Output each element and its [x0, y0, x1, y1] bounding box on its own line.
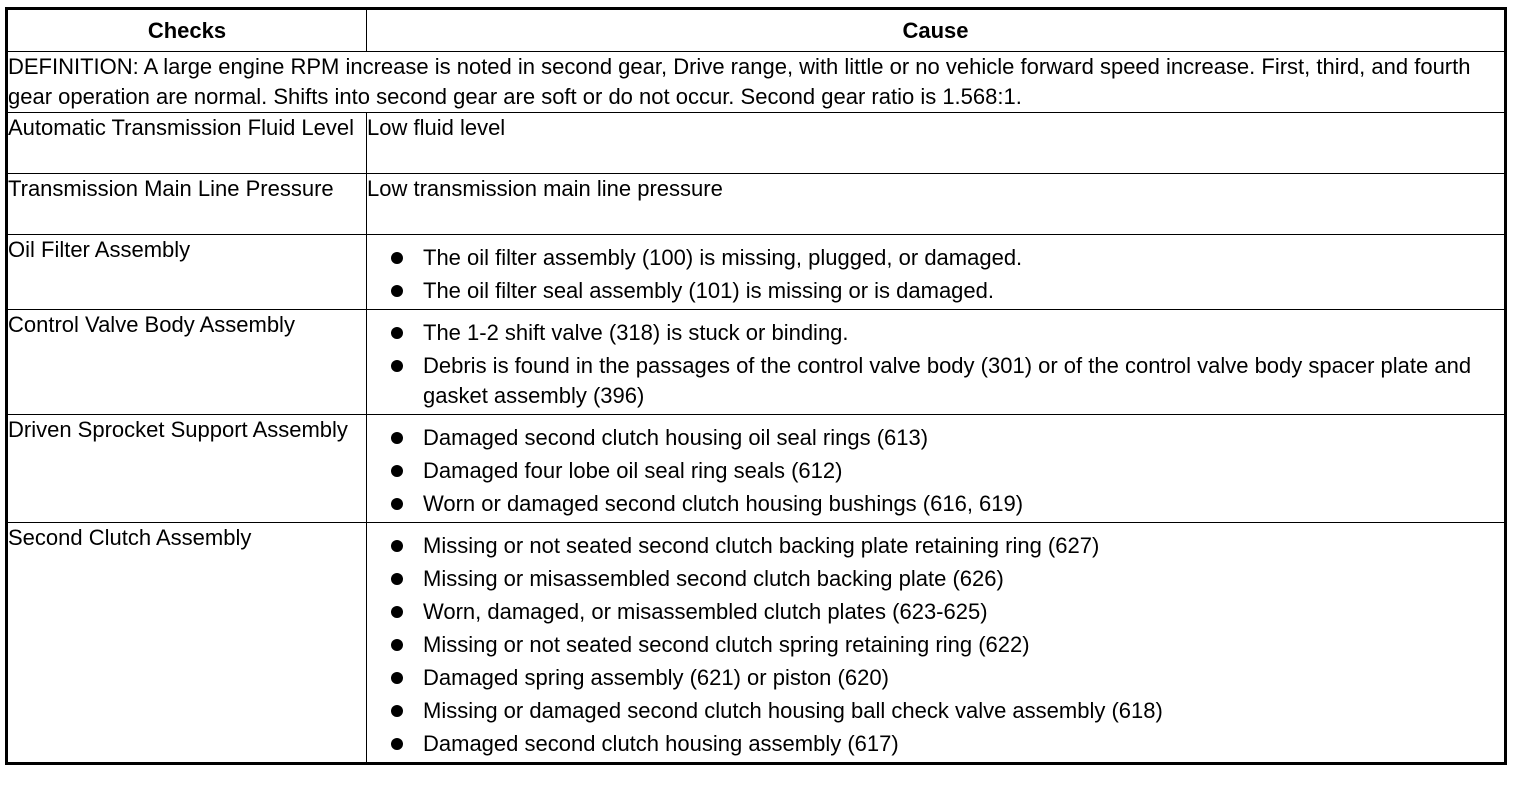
list-item: [383, 696, 1474, 726]
cause-text: Worn, damaged, or misassembled clutch plates (623-625): [423, 599, 988, 624]
list-item: [383, 351, 1474, 411]
check-cell: Second Clutch Assembly: [7, 523, 367, 764]
bullet-icon: [391, 639, 403, 651]
cause-list: [383, 318, 1474, 411]
table-row: [7, 523, 1506, 764]
bullet-icon: [391, 606, 403, 618]
definition-row: [7, 52, 1506, 113]
list-item: [383, 630, 1474, 660]
definition-text: DEFINITION: A large engine RPM increase is noted in second gear, Drive range, with little or no vehicle forward speed increase. First, third, and fourth gear operation are normal. Shifts into second gear are soft or do not occur. Second gear ratio is 1.568:1.: [7, 52, 1506, 113]
cause-text: Debris is found in the passages of the control valve body (301) or of the control valve body spacer plate and gasket assembly (396): [423, 353, 1472, 408]
cause-text: Worn or damaged second clutch housing bushings (616, 619): [423, 491, 1024, 516]
table-row: [7, 310, 1506, 415]
cause-text: Missing or not seated second clutch backing plate retaining ring (627): [423, 533, 1100, 558]
cause-cell: [367, 310, 1506, 415]
bullet-icon: [391, 672, 403, 684]
check-cell: Driven Sprocket Support Assembly: [7, 415, 367, 523]
bullet-icon: [391, 705, 403, 717]
bullet-icon: [391, 360, 403, 372]
check-cell: Control Valve Body Assembly: [7, 310, 367, 415]
check-cell: Automatic Transmission Fluid Level: [7, 113, 367, 174]
list-item: [383, 597, 1474, 627]
table-row: [7, 415, 1506, 523]
list-item: [383, 663, 1474, 693]
cause-cell: [367, 523, 1506, 764]
cause-text: The oil filter seal assembly (101) is missing or is damaged.: [423, 278, 995, 303]
header-checks: Checks: [7, 9, 367, 52]
list-item: [383, 318, 1474, 348]
bullet-icon: [391, 285, 403, 297]
table-row: [7, 235, 1506, 310]
cause-list: [383, 423, 1474, 519]
cause-text: Missing or not seated second clutch spring retaining ring (622): [423, 632, 1030, 657]
list-item: [383, 729, 1474, 759]
cause-text: The oil filter assembly (100) is missing, plugged, or damaged.: [423, 245, 1023, 270]
bullet-icon: [391, 252, 403, 264]
header-cause: Cause: [367, 9, 1506, 52]
list-item: [383, 456, 1474, 486]
check-cell: Transmission Main Line Pressure: [7, 174, 367, 235]
cause-cell: [367, 415, 1506, 523]
list-item: [383, 276, 1474, 306]
list-item: [383, 489, 1474, 519]
bullet-icon: [391, 738, 403, 750]
list-item: [383, 564, 1474, 594]
cause-text: Damaged four lobe oil seal ring seals (612): [423, 458, 843, 483]
bullet-icon: [391, 498, 403, 510]
list-item: [383, 423, 1474, 453]
header-row: [7, 9, 1506, 52]
cause-text: Damaged spring assembly (621) or piston (620): [423, 665, 889, 690]
cause-cell: Low fluid level: [367, 113, 1506, 174]
bullet-icon: [391, 327, 403, 339]
cause-text: Missing or misassembled second clutch backing plate (626): [423, 566, 1004, 591]
cause-text: Damaged second clutch housing oil seal rings (613): [423, 425, 929, 450]
bullet-icon: [391, 573, 403, 585]
cause-text: The 1-2 shift valve (318) is stuck or binding.: [423, 320, 849, 345]
bullet-icon: [391, 540, 403, 552]
check-cell: Oil Filter Assembly: [7, 235, 367, 310]
cause-list: [383, 243, 1474, 306]
diagnostic-table: [5, 7, 1507, 765]
cause-cell: [367, 235, 1506, 310]
list-item: [383, 243, 1474, 273]
bullet-icon: [391, 465, 403, 477]
cause-text: Missing or damaged second clutch housing ball check valve assembly (618): [423, 698, 1163, 723]
table-row: [7, 174, 1506, 235]
cause-list: [383, 531, 1474, 759]
bullet-icon: [391, 432, 403, 444]
cause-cell: Low transmission main line pressure: [367, 174, 1506, 235]
list-item: [383, 531, 1474, 561]
cause-text: Damaged second clutch housing assembly (617): [423, 731, 899, 756]
table-row: [7, 113, 1506, 174]
